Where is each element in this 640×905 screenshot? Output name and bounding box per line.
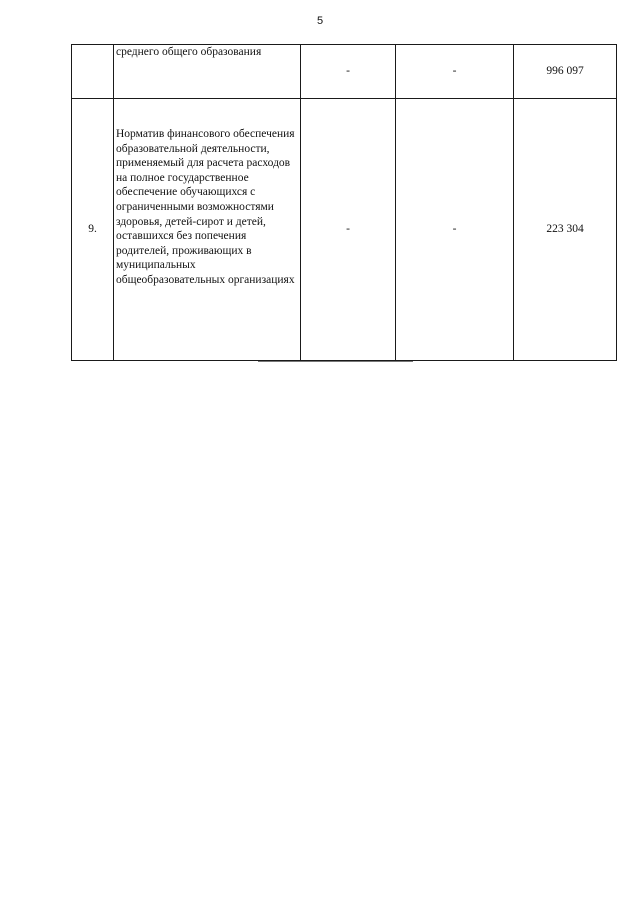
row-number-cell: 9.	[72, 99, 114, 361]
row-name-text: среднего общего образования	[116, 46, 262, 58]
end-divider-line	[258, 361, 413, 362]
row-name-text: Норматив финансового обеспечения образовательной деятельности, применяемый для расчета расходов на полное государственное обеспечение обучающихся с ограниченными возможностями здоровья, детей-сирот и детей, оставшихся без попечения родителей, проживающих в муниципальных общеобразовательных организациях	[116, 128, 295, 286]
page-number: 5	[316, 15, 324, 27]
row-name-cell	[114, 99, 301, 361]
value-cell-c: 223 304	[514, 99, 617, 361]
value-cell-b: -	[396, 45, 514, 99]
table-row	[72, 99, 617, 361]
table-row	[72, 45, 617, 99]
row-name-cell	[114, 45, 301, 99]
value-cell-c: 996 097	[514, 45, 617, 99]
value-cell-a: -	[301, 99, 396, 361]
row-number-cell	[72, 45, 114, 99]
normatives-table	[71, 44, 617, 361]
value-cell-a: -	[301, 45, 396, 99]
value-cell-b: -	[396, 99, 514, 361]
